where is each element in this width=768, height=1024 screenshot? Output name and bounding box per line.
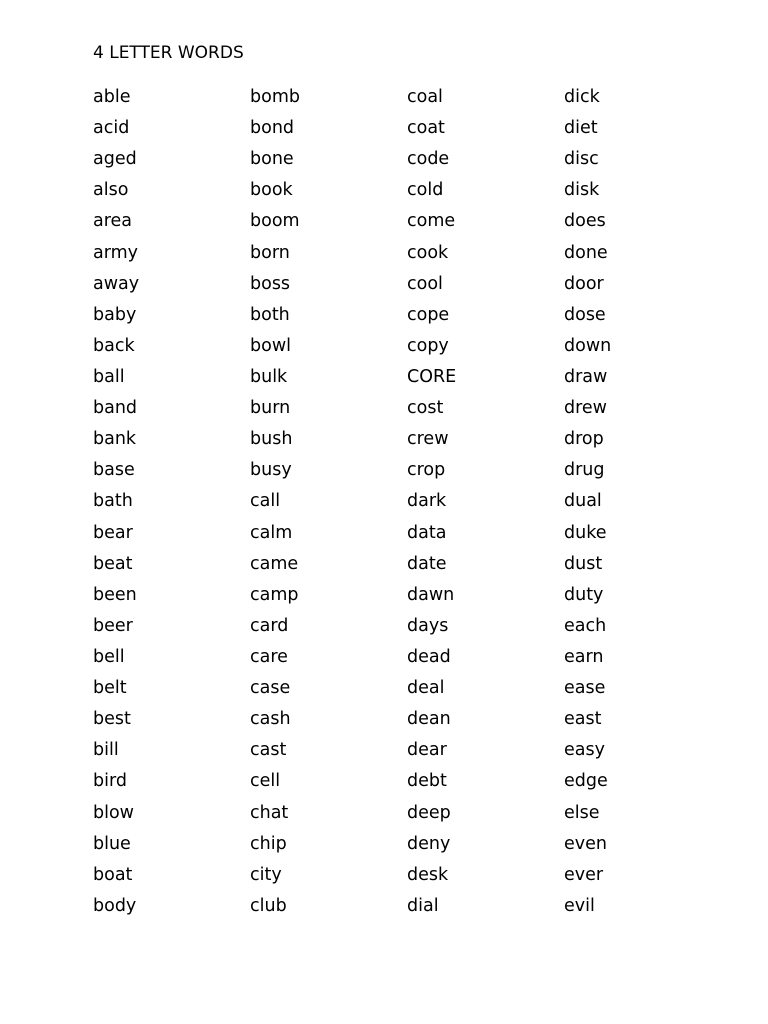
word-item: deep (407, 802, 451, 823)
word-item: came (250, 553, 299, 574)
word-item: busy (250, 460, 292, 481)
word-item: code (407, 149, 450, 170)
word-item: dear (407, 740, 447, 761)
word-item: dead (407, 646, 451, 667)
word-list (93, 85, 721, 925)
word-column-2 (250, 85, 407, 925)
word-item: area (93, 211, 133, 232)
word-item: ease (564, 678, 606, 699)
word-item: body (93, 895, 137, 916)
word-item: dust (564, 553, 603, 574)
word-item: dawn (407, 584, 455, 605)
word-item: edge (564, 771, 608, 792)
word-item: coat (407, 118, 445, 139)
word-item: dick (564, 87, 600, 107)
word-item: diet (564, 118, 598, 139)
word-item: dean (407, 709, 451, 730)
word-item: data (407, 522, 447, 543)
word-item: cool (407, 273, 443, 294)
word-item: band (93, 398, 138, 419)
word-item: coal (407, 87, 443, 107)
word-item: disk (564, 180, 600, 201)
word-item: chat (250, 802, 289, 823)
word-item: bank (93, 429, 137, 450)
word-item: cell (250, 771, 281, 792)
word-item: east (564, 709, 602, 730)
word-item: beat (93, 553, 133, 574)
word-item: done (564, 242, 608, 263)
word-item: acid (93, 118, 130, 139)
word-item: also (93, 180, 129, 201)
word-item: even (564, 833, 607, 854)
word-item: evil (564, 895, 595, 916)
word-item: come (407, 211, 456, 232)
word-item: does (564, 211, 606, 232)
word-column-1 (93, 85, 250, 925)
word-item: aged (93, 149, 137, 170)
word-item: camp (250, 584, 299, 605)
word-item: dial (407, 895, 439, 916)
word-item: care (250, 646, 288, 667)
word-item: club (250, 895, 287, 916)
word-item: back (93, 335, 135, 356)
word-item: army (93, 242, 139, 263)
word-item: days (407, 615, 449, 636)
word-item: cope (407, 304, 450, 325)
word-item: best (93, 709, 131, 730)
word-item: desk (407, 864, 449, 885)
word-item: duty (564, 584, 604, 605)
word-item: both (250, 304, 290, 325)
word-item: drew (564, 398, 607, 419)
word-item: bear (93, 522, 133, 543)
word-item: copy (407, 335, 449, 356)
word-item: beer (93, 615, 133, 636)
word-item: card (250, 615, 289, 636)
word-column-3 (407, 85, 564, 925)
word-item: bone (250, 149, 294, 170)
word-item: duke (564, 522, 607, 543)
word-item: cash (250, 709, 291, 730)
word-item: able (93, 87, 131, 107)
word-item: draw (564, 366, 608, 387)
word-item: bill (93, 740, 119, 761)
word-item: boat (93, 864, 133, 885)
word-item: blow (93, 802, 134, 823)
word-item: down (564, 335, 612, 356)
word-item: been (93, 584, 137, 605)
word-item: bulk (250, 366, 288, 387)
word-item: drop (564, 429, 604, 450)
word-item: dual (564, 491, 602, 512)
word-item: born (250, 242, 290, 263)
word-item: base (93, 460, 135, 481)
page-title: 4 LETTER WORDS (93, 43, 244, 63)
word-item: blue (93, 833, 131, 854)
word-item: bush (250, 429, 293, 450)
word-item: bath (93, 491, 133, 512)
word-item: boom (250, 211, 300, 232)
word-item: earn (564, 646, 604, 667)
word-item: boss (250, 273, 291, 294)
word-item: away (93, 273, 140, 294)
word-item: case (250, 678, 291, 699)
word-item: call (250, 491, 281, 512)
word-item: date (407, 553, 447, 574)
word-item: CORE (407, 366, 457, 387)
word-item: city (250, 864, 282, 885)
word-item: bell (93, 646, 125, 667)
word-item: disc (564, 149, 599, 170)
word-item: book (250, 180, 293, 201)
word-column-4 (564, 85, 721, 925)
word-item: else (564, 802, 600, 823)
word-item: crop (407, 460, 446, 481)
word-item: bowl (250, 335, 291, 356)
word-item: cold (407, 180, 444, 201)
word-item: cook (407, 242, 449, 263)
word-item: ball (93, 366, 125, 387)
word-item: debt (407, 771, 447, 792)
word-item: cast (250, 740, 287, 761)
word-item: ever (564, 864, 604, 885)
word-item: deal (407, 678, 445, 699)
word-item: bird (93, 771, 127, 792)
word-item: bomb (250, 87, 300, 107)
word-item: dose (564, 304, 606, 325)
word-item: dark (407, 491, 447, 512)
word-item: calm (250, 522, 293, 543)
word-item: baby (93, 304, 137, 325)
word-item: drug (564, 460, 605, 481)
word-item: belt (93, 678, 127, 699)
word-item: bond (250, 118, 295, 139)
word-item: crew (407, 429, 449, 450)
word-item: each (564, 615, 607, 636)
word-item: cost (407, 398, 444, 419)
word-item: deny (407, 833, 451, 854)
word-item: chip (250, 833, 287, 854)
word-item: door (564, 273, 604, 294)
word-item: burn (250, 398, 291, 419)
word-item: easy (564, 740, 605, 761)
